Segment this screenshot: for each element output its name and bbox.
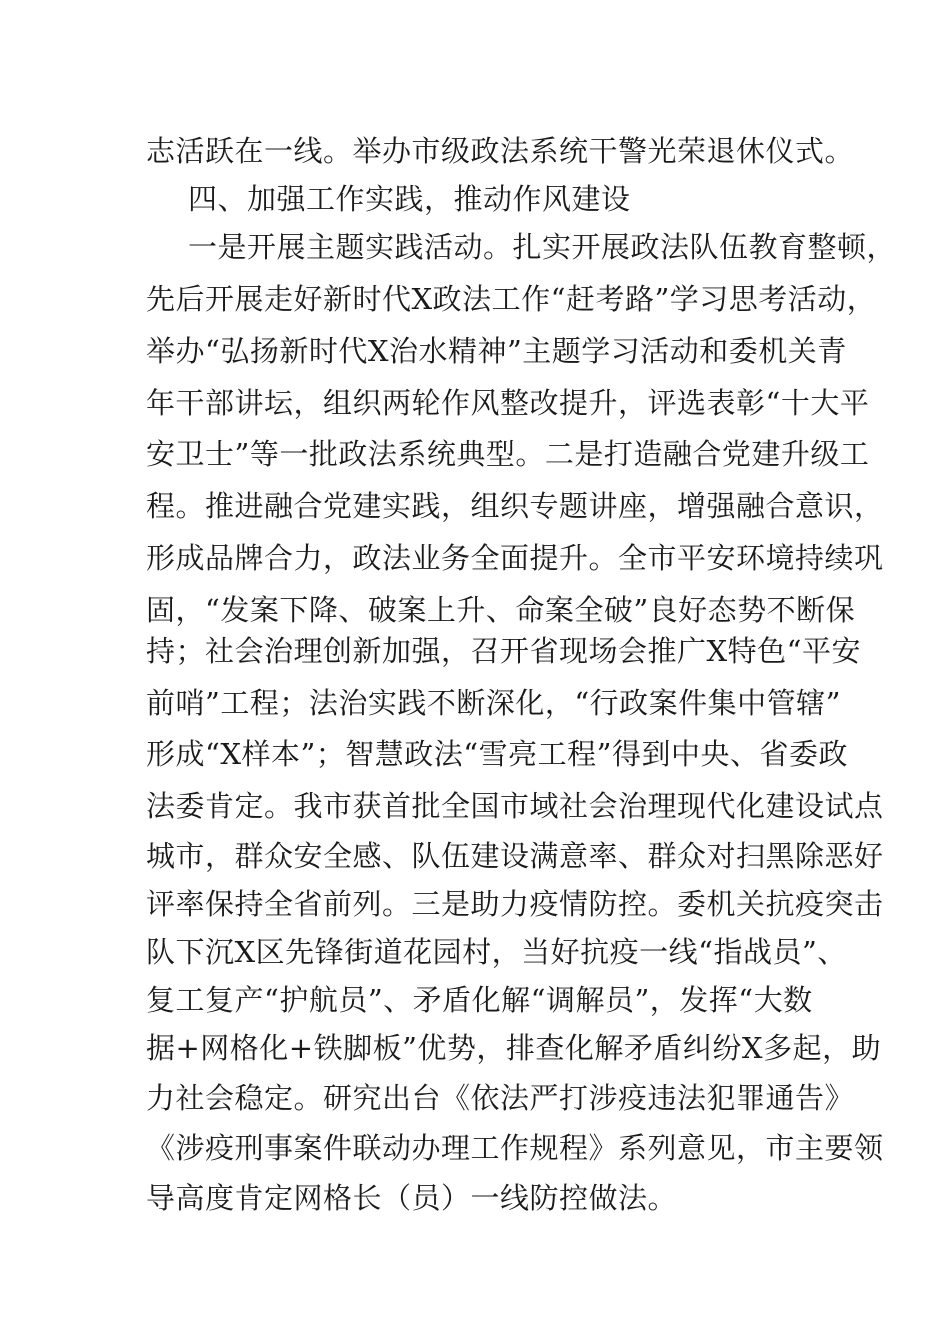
body-text-line: 安卫士”等一批政法系统典型。二是打造融合党建升级工 — [146, 437, 870, 471]
body-text-line: 据+网格化+铁脚板”优势，排查化解矛盾纠纷X多起，助 — [146, 1031, 882, 1065]
body-text-line: 力社会稳定。研究出台《依法严打涉疫违法犯罪通告》 — [146, 1081, 855, 1115]
body-text-line: 城市，群众安全感、队伍建设满意率、群众对扫黑除恶好 — [146, 839, 884, 873]
body-text-line: 形成“X样本”；智慧政法“雪亮工程”得到中央、省委政 — [146, 737, 848, 771]
body-text-line: 固，“发案下降、破案上升、命案全破”良好态势不断保 — [146, 593, 856, 627]
section-heading: 四、加强工作实践，推动作风建设 — [188, 182, 631, 216]
body-text-line: 《涉疫刑事案件联动办理工作规程》系列意见，市主要领 — [146, 1131, 884, 1165]
body-text-line: 持；社会治理创新加强，召开省现场会推广X特色“平安 — [146, 634, 861, 668]
body-text-line: 一是开展主题实践活动。扎实开展政法队伍教育整顿， — [188, 230, 897, 264]
body-text-line: 队下沉X区先锋街道花园村，当好抗疫一线“指战员”、 — [146, 935, 847, 969]
body-text-line: 先后开展走好新时代X政法工作“赶考路”学习思考活动， — [146, 282, 877, 316]
body-text-line: 评率保持全省前列。三是助力疫情防控。委机关抗疫突击 — [146, 887, 884, 921]
body-text-line: 导高度肯定网格长（员）一线防控做法。 — [146, 1181, 678, 1215]
body-text-line: 志活跃在一线。举办市级政法系统干警光荣退休仪式。 — [146, 134, 855, 168]
body-text-line: 程。推进融合党建实践，组织专题讲座，增强融合意识， — [146, 489, 884, 523]
body-text-line: 法委肯定。我市获首批全国市域社会治理现代化建设试点 — [146, 789, 884, 823]
body-text-line: 形成品牌合力，政法业务全面提升。全市平安环境持续巩 — [146, 541, 884, 575]
body-text-line: 前哨”工程；法治实践不断深化，“行政案件集中管辖” — [146, 686, 841, 720]
body-text-line: 举办“弘扬新时代X治水精神”主题学习活动和委机关青 — [146, 334, 847, 368]
body-text-line: 年干部讲坛，组织两轮作风整改提升，评选表彰“十大平 — [146, 386, 870, 420]
body-text-line: 复工复产“护航员”、矛盾化解“调解员”，发挥“大数 — [146, 983, 813, 1017]
